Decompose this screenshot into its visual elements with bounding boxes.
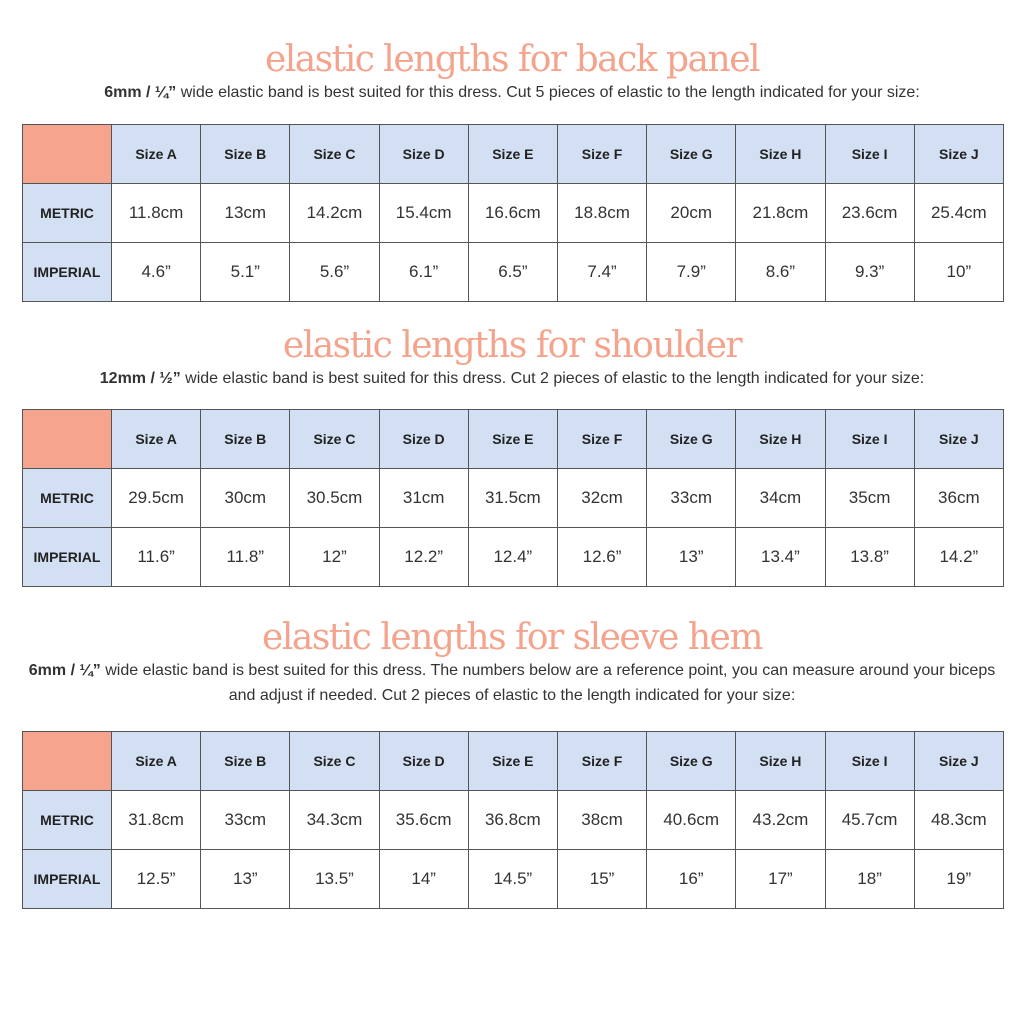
section-sleeve-hem <box>0 618 1024 708</box>
section-description <box>22 658 1002 708</box>
metric-value: 31cm <box>379 469 468 528</box>
size-header: Size E <box>468 125 557 184</box>
metric-value: 31.8cm <box>112 791 201 850</box>
size-header: Size G <box>647 732 736 791</box>
imperial-value: 18” <box>825 850 914 909</box>
metric-value: 23.6cm <box>825 184 914 243</box>
imperial-value: 13.5” <box>290 850 379 909</box>
imperial-value: 13.4” <box>736 528 825 587</box>
imperial-value: 16” <box>647 850 736 909</box>
imperial-value: 7.4” <box>557 243 646 302</box>
section-back-panel <box>0 40 1024 105</box>
imperial-value: 19” <box>914 850 1003 909</box>
imperial-label: IMPERIAL <box>23 528 112 587</box>
size-header: Size I <box>825 410 914 469</box>
metric-value: 33cm <box>201 791 290 850</box>
metric-value: 30cm <box>201 469 290 528</box>
imperial-label: IMPERIAL <box>23 243 112 302</box>
size-header: Size J <box>914 732 1003 791</box>
imperial-value: 9.3” <box>825 243 914 302</box>
metric-value: 38cm <box>557 791 646 850</box>
metric-row <box>23 184 1004 243</box>
size-header: Size B <box>201 732 290 791</box>
size-header: Size A <box>112 732 201 791</box>
description-text: wide elastic band is best suited for this dress. The numbers below are a reference point, you can measure around your biceps and adjust if needed. Cut 2 pieces of elastic to the length indicated for your size: <box>100 662 996 704</box>
metric-value: 16.6cm <box>468 184 557 243</box>
imperial-value: 12.4” <box>468 528 557 587</box>
corner-cell <box>23 125 112 184</box>
metric-value: 35.6cm <box>379 791 468 850</box>
metric-value: 21.8cm <box>736 184 825 243</box>
metric-row <box>23 469 1004 528</box>
imperial-value: 6.1” <box>379 243 468 302</box>
metric-value: 35cm <box>825 469 914 528</box>
table-header-row <box>23 732 1004 791</box>
section-title: elastic lengths for sleeve hem <box>262 617 762 658</box>
metric-value: 34.3cm <box>290 791 379 850</box>
size-header: Size E <box>468 732 557 791</box>
description-text: wide elastic band is best suited for this dress. Cut 2 pieces of elastic to the length indicated for your size: <box>180 370 925 387</box>
metric-value: 25.4cm <box>914 184 1003 243</box>
metric-label: METRIC <box>23 791 112 850</box>
size-header: Size C <box>290 125 379 184</box>
imperial-value: 5.1” <box>201 243 290 302</box>
imperial-value: 4.6” <box>112 243 201 302</box>
section-description <box>62 366 962 391</box>
table-header-row <box>23 125 1004 184</box>
metric-value: 48.3cm <box>914 791 1003 850</box>
size-header: Size D <box>379 410 468 469</box>
corner-cell <box>23 410 112 469</box>
imperial-value: 8.6” <box>736 243 825 302</box>
size-header: Size D <box>379 125 468 184</box>
section-title: elastic lengths for shoulder <box>282 325 742 366</box>
metric-value: 32cm <box>557 469 646 528</box>
size-header: Size G <box>647 410 736 469</box>
metric-value: 18.8cm <box>557 184 646 243</box>
imperial-row <box>23 850 1004 909</box>
imperial-value: 17” <box>736 850 825 909</box>
size-header: Size G <box>647 125 736 184</box>
corner-cell <box>23 732 112 791</box>
metric-label: METRIC <box>23 184 112 243</box>
metric-value: 30.5cm <box>290 469 379 528</box>
imperial-value: 5.6” <box>290 243 379 302</box>
metric-value: 31.5cm <box>468 469 557 528</box>
metric-row <box>23 791 1004 850</box>
description-text: wide elastic band is best suited for this dress. Cut 5 pieces of elastic to the length indicated for your size: <box>176 84 920 101</box>
size-header: Size J <box>914 410 1003 469</box>
imperial-value: 14.5” <box>468 850 557 909</box>
metric-value: 15.4cm <box>379 184 468 243</box>
elastic-width: 12mm / ½” <box>99 370 181 387</box>
imperial-value: 10” <box>914 243 1003 302</box>
size-header: Size H <box>736 125 825 184</box>
imperial-value: 14.2” <box>914 528 1003 587</box>
elastic-width: 6mm / ¼” <box>104 84 177 101</box>
size-header: Size B <box>201 125 290 184</box>
metric-value: 36cm <box>914 469 1003 528</box>
imperial-row <box>23 243 1004 302</box>
table-header-row <box>23 410 1004 469</box>
metric-value: 13cm <box>201 184 290 243</box>
imperial-value: 11.6” <box>112 528 201 587</box>
section-title: elastic lengths for back panel <box>264 39 760 80</box>
imperial-value: 6.5” <box>468 243 557 302</box>
size-header: Size E <box>468 410 557 469</box>
imperial-value: 11.8” <box>201 528 290 587</box>
size-header: Size J <box>914 125 1003 184</box>
metric-label: METRIC <box>23 469 112 528</box>
size-header: Size D <box>379 732 468 791</box>
size-header: Size H <box>736 410 825 469</box>
section-shoulder <box>0 326 1024 391</box>
imperial-value: 12.5” <box>112 850 201 909</box>
metric-value: 34cm <box>736 469 825 528</box>
size-header: Size A <box>112 125 201 184</box>
imperial-value: 13.8” <box>825 528 914 587</box>
elastic-table-back-panel <box>22 124 1004 302</box>
section-description <box>62 80 962 105</box>
imperial-value: 12.6” <box>557 528 646 587</box>
size-header: Size F <box>557 410 646 469</box>
size-header: Size H <box>736 732 825 791</box>
metric-value: 20cm <box>647 184 736 243</box>
size-header: Size B <box>201 410 290 469</box>
size-header: Size C <box>290 732 379 791</box>
metric-value: 29.5cm <box>112 469 201 528</box>
size-header: Size F <box>557 732 646 791</box>
size-header: Size I <box>825 125 914 184</box>
imperial-value: 12” <box>290 528 379 587</box>
metric-value: 11.8cm <box>112 184 201 243</box>
metric-value: 40.6cm <box>647 791 736 850</box>
size-header: Size F <box>557 125 646 184</box>
metric-value: 43.2cm <box>736 791 825 850</box>
elastic-width: 6mm / ¼” <box>28 662 101 679</box>
imperial-value: 13” <box>647 528 736 587</box>
imperial-value: 7.9” <box>647 243 736 302</box>
imperial-value: 14” <box>379 850 468 909</box>
imperial-value: 12.2” <box>379 528 468 587</box>
metric-value: 36.8cm <box>468 791 557 850</box>
metric-value: 45.7cm <box>825 791 914 850</box>
imperial-label: IMPERIAL <box>23 850 112 909</box>
imperial-value: 15” <box>557 850 646 909</box>
elastic-table-sleeve-hem <box>22 731 1004 909</box>
size-header: Size C <box>290 410 379 469</box>
elastic-table-shoulder <box>22 409 1004 587</box>
imperial-row <box>23 528 1004 587</box>
imperial-value: 13” <box>201 850 290 909</box>
metric-value: 14.2cm <box>290 184 379 243</box>
size-header: Size A <box>112 410 201 469</box>
size-header: Size I <box>825 732 914 791</box>
metric-value: 33cm <box>647 469 736 528</box>
